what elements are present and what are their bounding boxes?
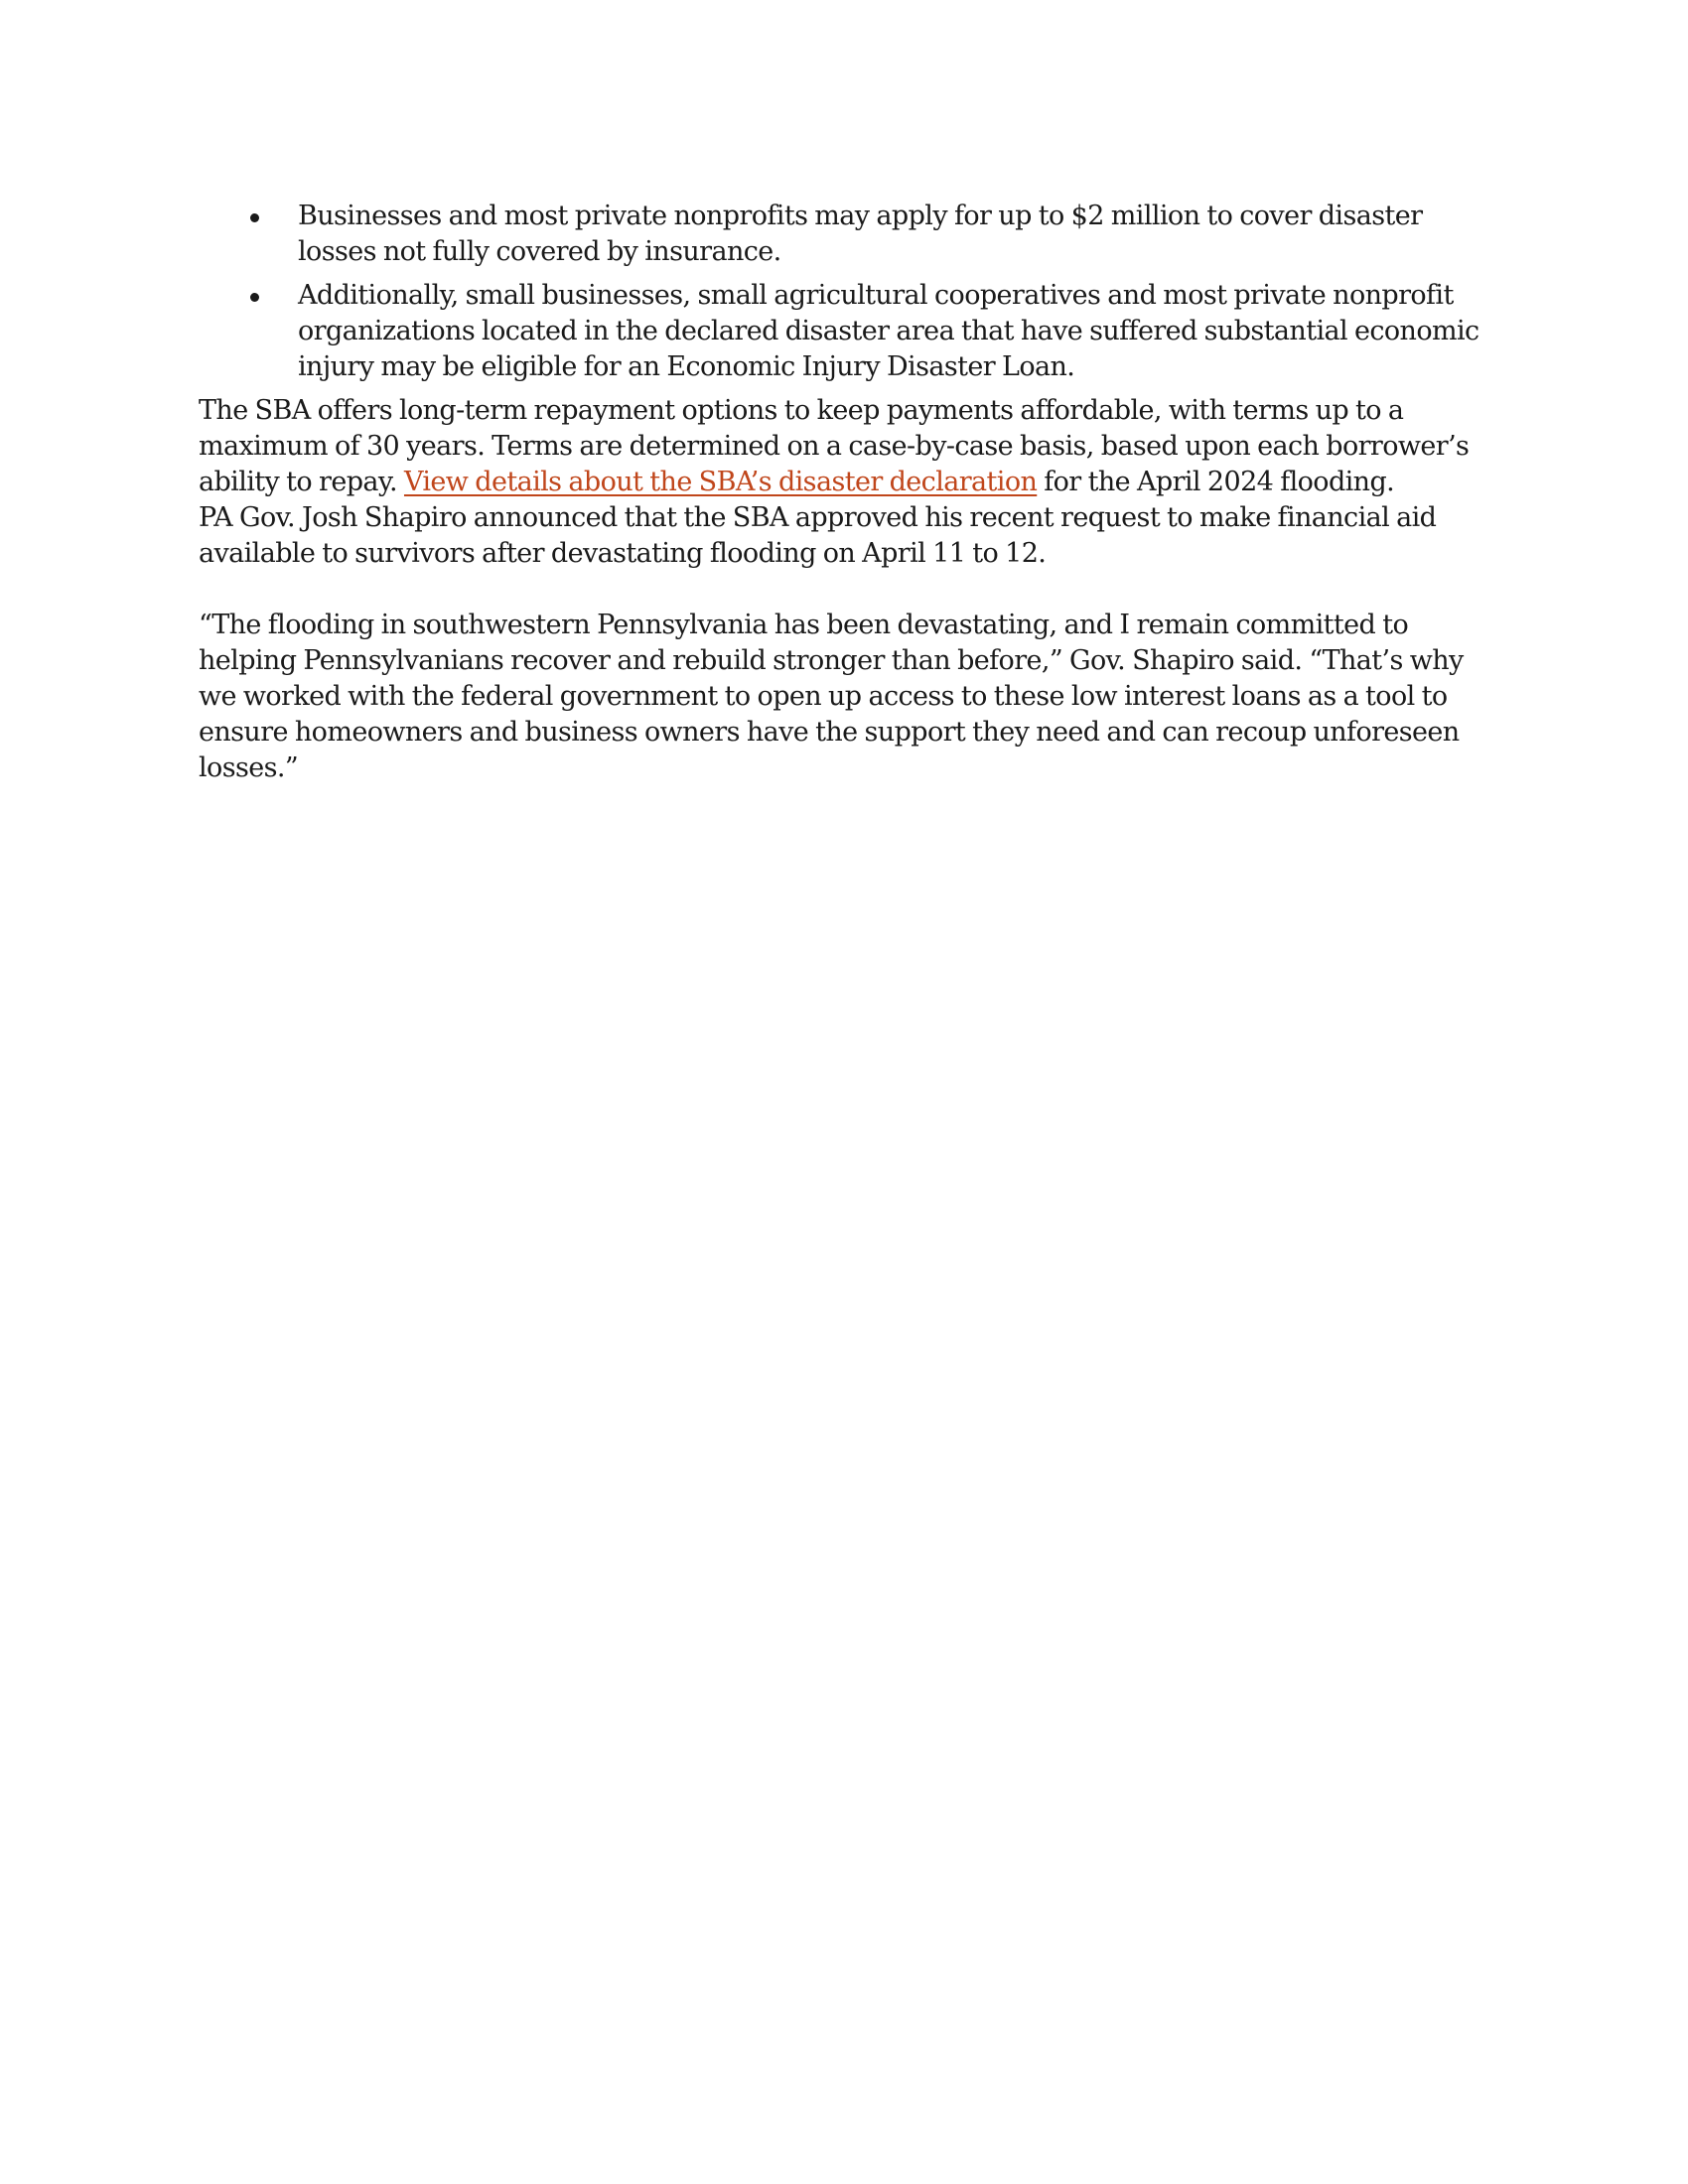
document-body	[199, 199, 1489, 786]
bullet-icon	[250, 213, 259, 222]
list-item	[199, 199, 1489, 270]
sba-paragraph-text: The SBA offers long-term repayment options to keep payments affordable, with terms up to a maximum of 30 years. Terms are determined on a case-by-case basis, based upon each borrower’s ability to repay.	[199, 395, 1470, 497]
sba-repayment-paragraph	[199, 393, 1489, 500]
list-item-text: Businesses and most private nonprofits may apply for up to $2 million to cover disaster losses not fully covered by insurance.	[298, 201, 1423, 267]
sba-paragraph-text-after-link: for the April 2024 flooding.	[1037, 467, 1395, 497]
shapiro-announcement-paragraph: PA Gov. Josh Shapiro announced that the SBA approved his recent request to make financial aid available to survivors after devastating flooding on April 11 to 12.	[199, 502, 1437, 569]
loan-eligibility-list	[199, 199, 1489, 385]
list-item	[199, 278, 1489, 385]
sba-disaster-declaration-link[interactable]: View details about the SBA’s disaster declaration	[403, 467, 1038, 497]
shapiro-quote-paragraph: “The flooding in southwestern Pennsylvania has been devastating, and I remain committed to helping Pennsylvanians recover and rebuild stronger than before,” Gov. Shapiro said. “That’s why we worked with the federal government to open up access to these low interest loans as a tool to ensure homeowners and business owners have the support they need and can recoup unforeseen losses.”	[199, 610, 1464, 783]
bullet-icon	[250, 293, 259, 302]
list-item-text: Additionally, small businesses, small agricultural cooperatives and most private nonprofit organizations located in the declared disaster area that have suffered substantial economic injury may be eligible for an Economic Injury Disaster Loan.	[298, 280, 1479, 382]
